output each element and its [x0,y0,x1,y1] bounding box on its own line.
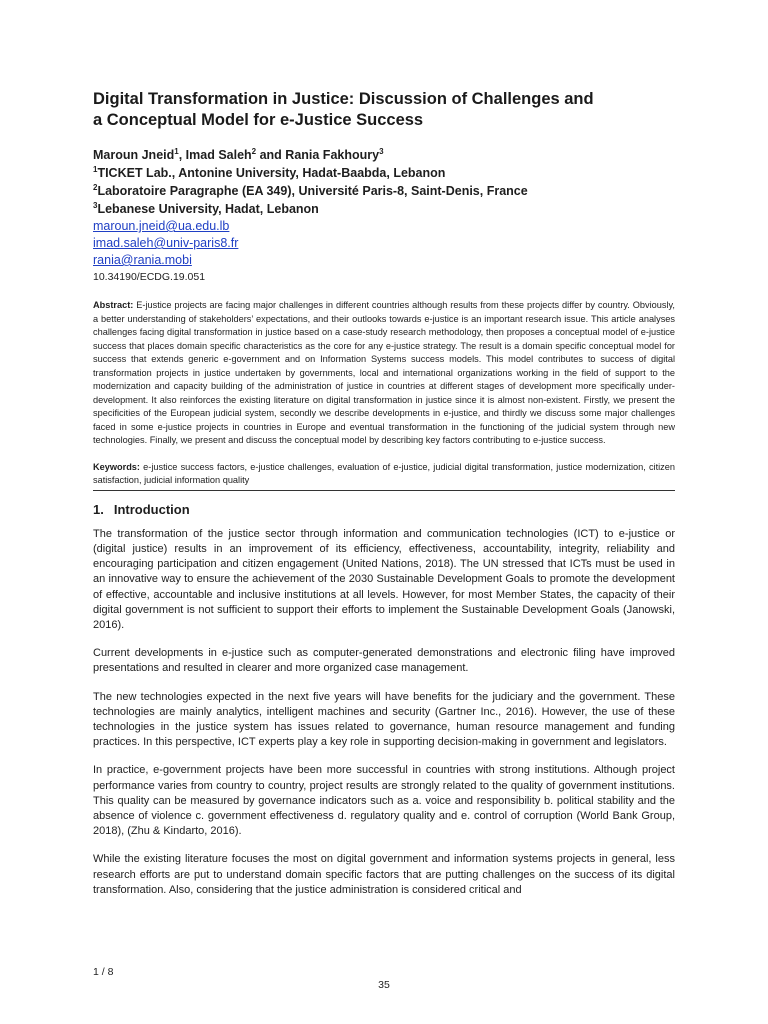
page-number: 35 [378,979,390,991]
abstract-text: E-justice projects are facing major challenges in different countries although results from these projects differ by country. Obviously, a better understanding of stakeholders’ expectations, and their outlooks towards e-justice is an important research issue. This article analyses challenges facing digital transformation in justice based on a case-study research methodology, then proposes a conceptual model of e-justice success that places domain specific characteristics as the core for any e-justice strategy. The result is a domain specific conceptual model for success that extends generic e-government and on Information Systems success models. This model contributes to success of digital transformation projects in justice undertaken by governments, local and international organizations working in the field of support to the modernization and capacity building of the administration of justice in countries at different stages of development more specifically under-development. It also reinforces the existing literature on digital transformation in justice since it is almost non-existent. Firstly, we present the specificities of the European judicial system, secondly we describe developments in e-justice, and thirdly we discuss some major challenges faced in some e-justice projects in countries in Europe and eventual transformation in the functioning of the judicial system through new technologies. Finally, we present and discuss the conceptual model by describing key factors contributing to e-justice success. [93,300,675,445]
abstract-label: Abstract: [93,300,134,310]
affiliation-3-sup: 3 [93,200,98,210]
section-number: 1. [93,501,104,517]
affiliation-1 [93,164,675,182]
author-separator-2: and [256,148,286,162]
affiliation-2-text: Laboratoire Paragraphe (EA 349), Université Paris-8, Saint-Denis, France [97,184,528,198]
intro-paragraph-1: The transformation of the justice sector through information and communication technologies (ICT) to e-justice or (digital justice) results in an improvement of its efficiency, effectiveness, accountability, integrity, reliability and encouraging participation and citizen engagement (United Nations, 2018). The UN stressed that ICTs must be used in an innovative way to ensure the achievement of the 2030 Sustainable Development Goals to promote the development of effective, accountable and inclusive institutions at all levels. However, for most Member States, the capacity of their digital government is not sufficient to support their efforts to implement the Sustainable Development Goals (Janowski, 2016). [93,527,675,631]
affiliation-2 [93,182,675,200]
title-line-1: Digital Transformation in Justice: Discussion of Challenges and [93,90,594,108]
intro-paragraph-3: The new technologies expected in the next five years will have benefits for the judiciary and the government. These technologies are mainly analytics, intelligent machines and security (Gartner Inc., 2016). However, the use of these technologies in the justice system has issues related to governance, human resource management and funding practices. In this perspective, ICT experts play a key role in supporting decision-making in government and legislators. [93,690,675,749]
affiliation-1-sup: 1 [93,164,98,174]
affiliation-2-sup: 2 [93,182,98,192]
author-separator-1: , [178,148,186,162]
email-link-2[interactable]: imad.saleh@univ-paris8.fr [93,236,239,250]
intro-paragraph-2: Current developments in e-justice such as computer-generated demonstrations and electronic filing have improved presentations and resulted in clearer and more organized case management. [93,647,675,675]
email-link-1[interactable]: maroun.jneid@ua.edu.lb [93,219,230,233]
intro-paragraph-4: In practice, e-government projects have been more successful in countries with strong institutions. Although project performance varies from country to country, project results are strongly related to the quality of government institutions. This quality can be measured by governance indicators such as a. voice and responsibility b. political stability and the absence of violence c. government effectiveness d. regulatory quality and e. control of corruption (World Bank Group, 2018), (Zhu & Kindarto, 2016). [93,764,675,838]
page-of-count: 1 / 8 [93,966,114,978]
keywords-label: Keywords: [93,461,140,472]
author-3: Rania Fakhoury [285,148,380,162]
affiliation-3-text: Lebanese University, Hadat, Lebanon [97,202,319,216]
paper-title [93,89,675,131]
email-link-3[interactable]: rania@rania.mobi [93,253,192,267]
affiliation-1-text: TICKET Lab., Antonine University, Hadat-Baabda, Lebanon [97,166,446,180]
keywords [93,461,675,491]
author-1-sup: 1 [174,146,179,156]
author-1: Maroun Jneid [93,148,175,162]
author-list [93,146,675,164]
doi: 10.34190/ECDG.19.051 [93,271,206,283]
author-2: Imad Saleh [185,148,252,162]
paper-content [93,89,675,898]
section-title: Introduction [113,501,190,517]
title-line-2: a Conceptual Model for e-Justice Success [93,111,424,129]
author-3-sup: 3 [379,146,384,156]
affiliation-3 [93,200,675,218]
intro-paragraph-5: While the existing literature focuses the most on digital government and information systems projects in general, less research efforts are put to understand domain specific factors that are putting challenges on the success of its digital transformation. Also, considering that the justice administration is considered critical and [93,853,675,896]
abstract [93,299,675,448]
keywords-text: e-justice success factors, e-justice challenges, evaluation of e-justice, judicial digital transformation, justice modernization, citizen satisfaction, judicial information quality [93,461,675,485]
section-heading-introduction [93,500,675,519]
author-2-sup: 2 [251,146,257,156]
